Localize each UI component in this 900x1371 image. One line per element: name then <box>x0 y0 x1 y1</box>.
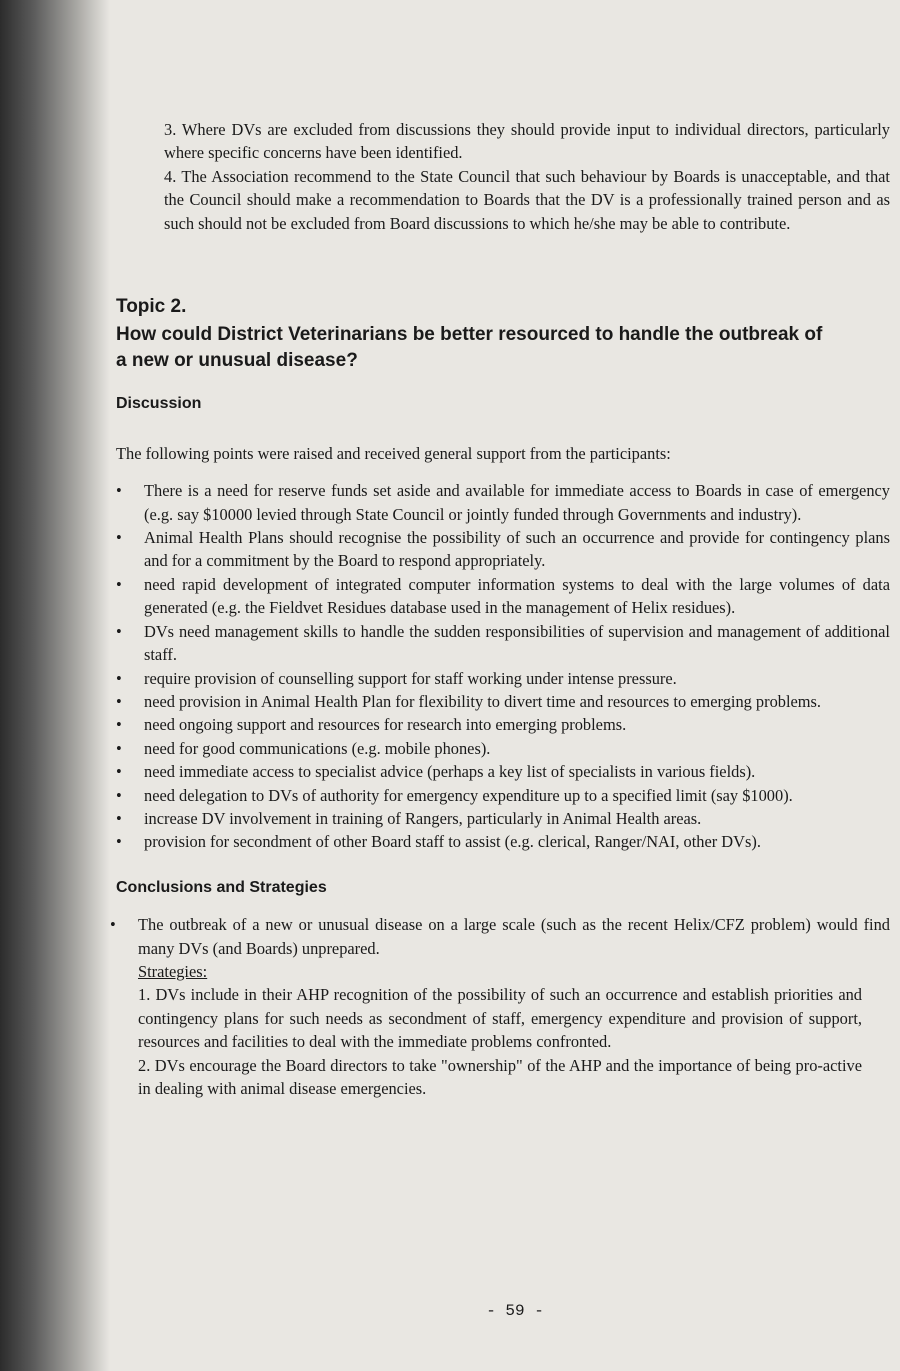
conclusion-item <box>110 913 890 960</box>
list-item: • There is a need for reserve funds set aside and available for immediate access to Boards in case of emergency (e.g. say $10000 levied through State Council or jointly funded through Governments and industry). <box>116 481 890 524</box>
bullet-icon: • <box>116 528 122 548</box>
strategies-label: Strategies: <box>138 961 208 981</box>
discussion-heading: Discussion <box>116 395 202 413</box>
list-item: • DVs need management skills to handle the sudden responsibilities of supervision and management of additional staff. <box>116 621 890 665</box>
list-item: • need rapid development of integrated computer information systems to deal with the large volumes of data generated (e.g. the Fieldvet Residues database used in the management of Helix residues). <box>116 574 890 618</box>
bullet-icon: • <box>116 738 122 758</box>
discussion-points-list <box>110 479 890 854</box>
list-item: • provision for secondment of other Board staff to assist (e.g. clerical, Ranger/NAI, other DVs). <box>110 830 890 853</box>
list-item: • need for good communications (e.g. mobile phones). <box>110 737 890 760</box>
bullet-icon: • <box>116 808 122 828</box>
conclusions-heading: Conclusions and Strategies <box>116 878 327 896</box>
document-body <box>110 118 890 1100</box>
list-item: • need provision in Animal Health Plan for flexibility to divert time and resources to emerging problems. <box>110 690 890 713</box>
list-item: • Animal Health Plans should recognise the possibility of such an occurrence and provide for contingency plans and for a commitment by the Board to respond appropriately. <box>116 528 890 571</box>
strategy-2: 2. DVs encourage the Board directors to take "ownership" of the AHP and the importance of being pro-active in dealing with animal disease emergencies. <box>138 1055 862 1098</box>
bullet-icon: • <box>116 574 122 594</box>
conclusion-text: The outbreak of a new or unusual disease on a large scale (such as the recent Helix/CFZ problem) would find many DVs (and Boards) unprepared. <box>138 915 890 958</box>
list-item: • require provision of counselling support for staff working under intense pressure. <box>110 667 890 690</box>
bullet-icon: • <box>116 691 122 711</box>
list-item: • need immediate access to specialist advice (perhaps a key list of specialists in various fields). <box>110 760 890 783</box>
bullet-icon: • <box>116 481 122 501</box>
bullet-icon: • <box>116 762 122 782</box>
strategy-1: 1. DVs include in their AHP recognition of the possibility of such an occurrence and establish priorities and contingency plans for such needs as secondment of staff, emergency expenditure and provision of support, resources and facilities to deal with the immediate problems confronted. <box>138 985 862 1052</box>
list-item: • need ongoing support and resources for research into emerging problems. <box>110 713 890 736</box>
bullet-icon: • <box>110 915 116 935</box>
page-number: - 59 - <box>486 1302 544 1320</box>
discussion-intro: The following points were raised and received general support from the participants: <box>116 443 671 463</box>
bullet-icon: • <box>116 832 122 852</box>
list-item: • need delegation to DVs of authority for emergency expenditure up to a specified limit (say $1000). <box>110 784 890 807</box>
page-edge-shadow <box>0 0 110 1371</box>
topic-label: Topic 2. <box>116 296 187 318</box>
paragraph-point-4: 4. The Association recommend to the State Council that such behaviour by Boards is unacceptable, and that the Council should make a recommendation to Boards that the DV is a professionally trained person and as such should not be excluded from Board discussions to which he/she may be able to contribute. <box>164 166 890 233</box>
paragraph-point-3: 3. Where DVs are excluded from discussions they should provide input to individual directors, particularly where specific concerns have been identified. <box>164 120 890 163</box>
bullet-icon: • <box>116 668 122 688</box>
bullet-icon: • <box>116 715 122 735</box>
topic-question: How could District Veterinarians be better resourced to handle the outbreak of a new or unusual disease? <box>116 324 823 372</box>
bullet-icon: • <box>116 785 122 805</box>
list-item: • increase DV involvement in training of Rangers, particularly in Animal Health areas. <box>110 807 890 830</box>
bullet-icon: • <box>116 621 122 641</box>
